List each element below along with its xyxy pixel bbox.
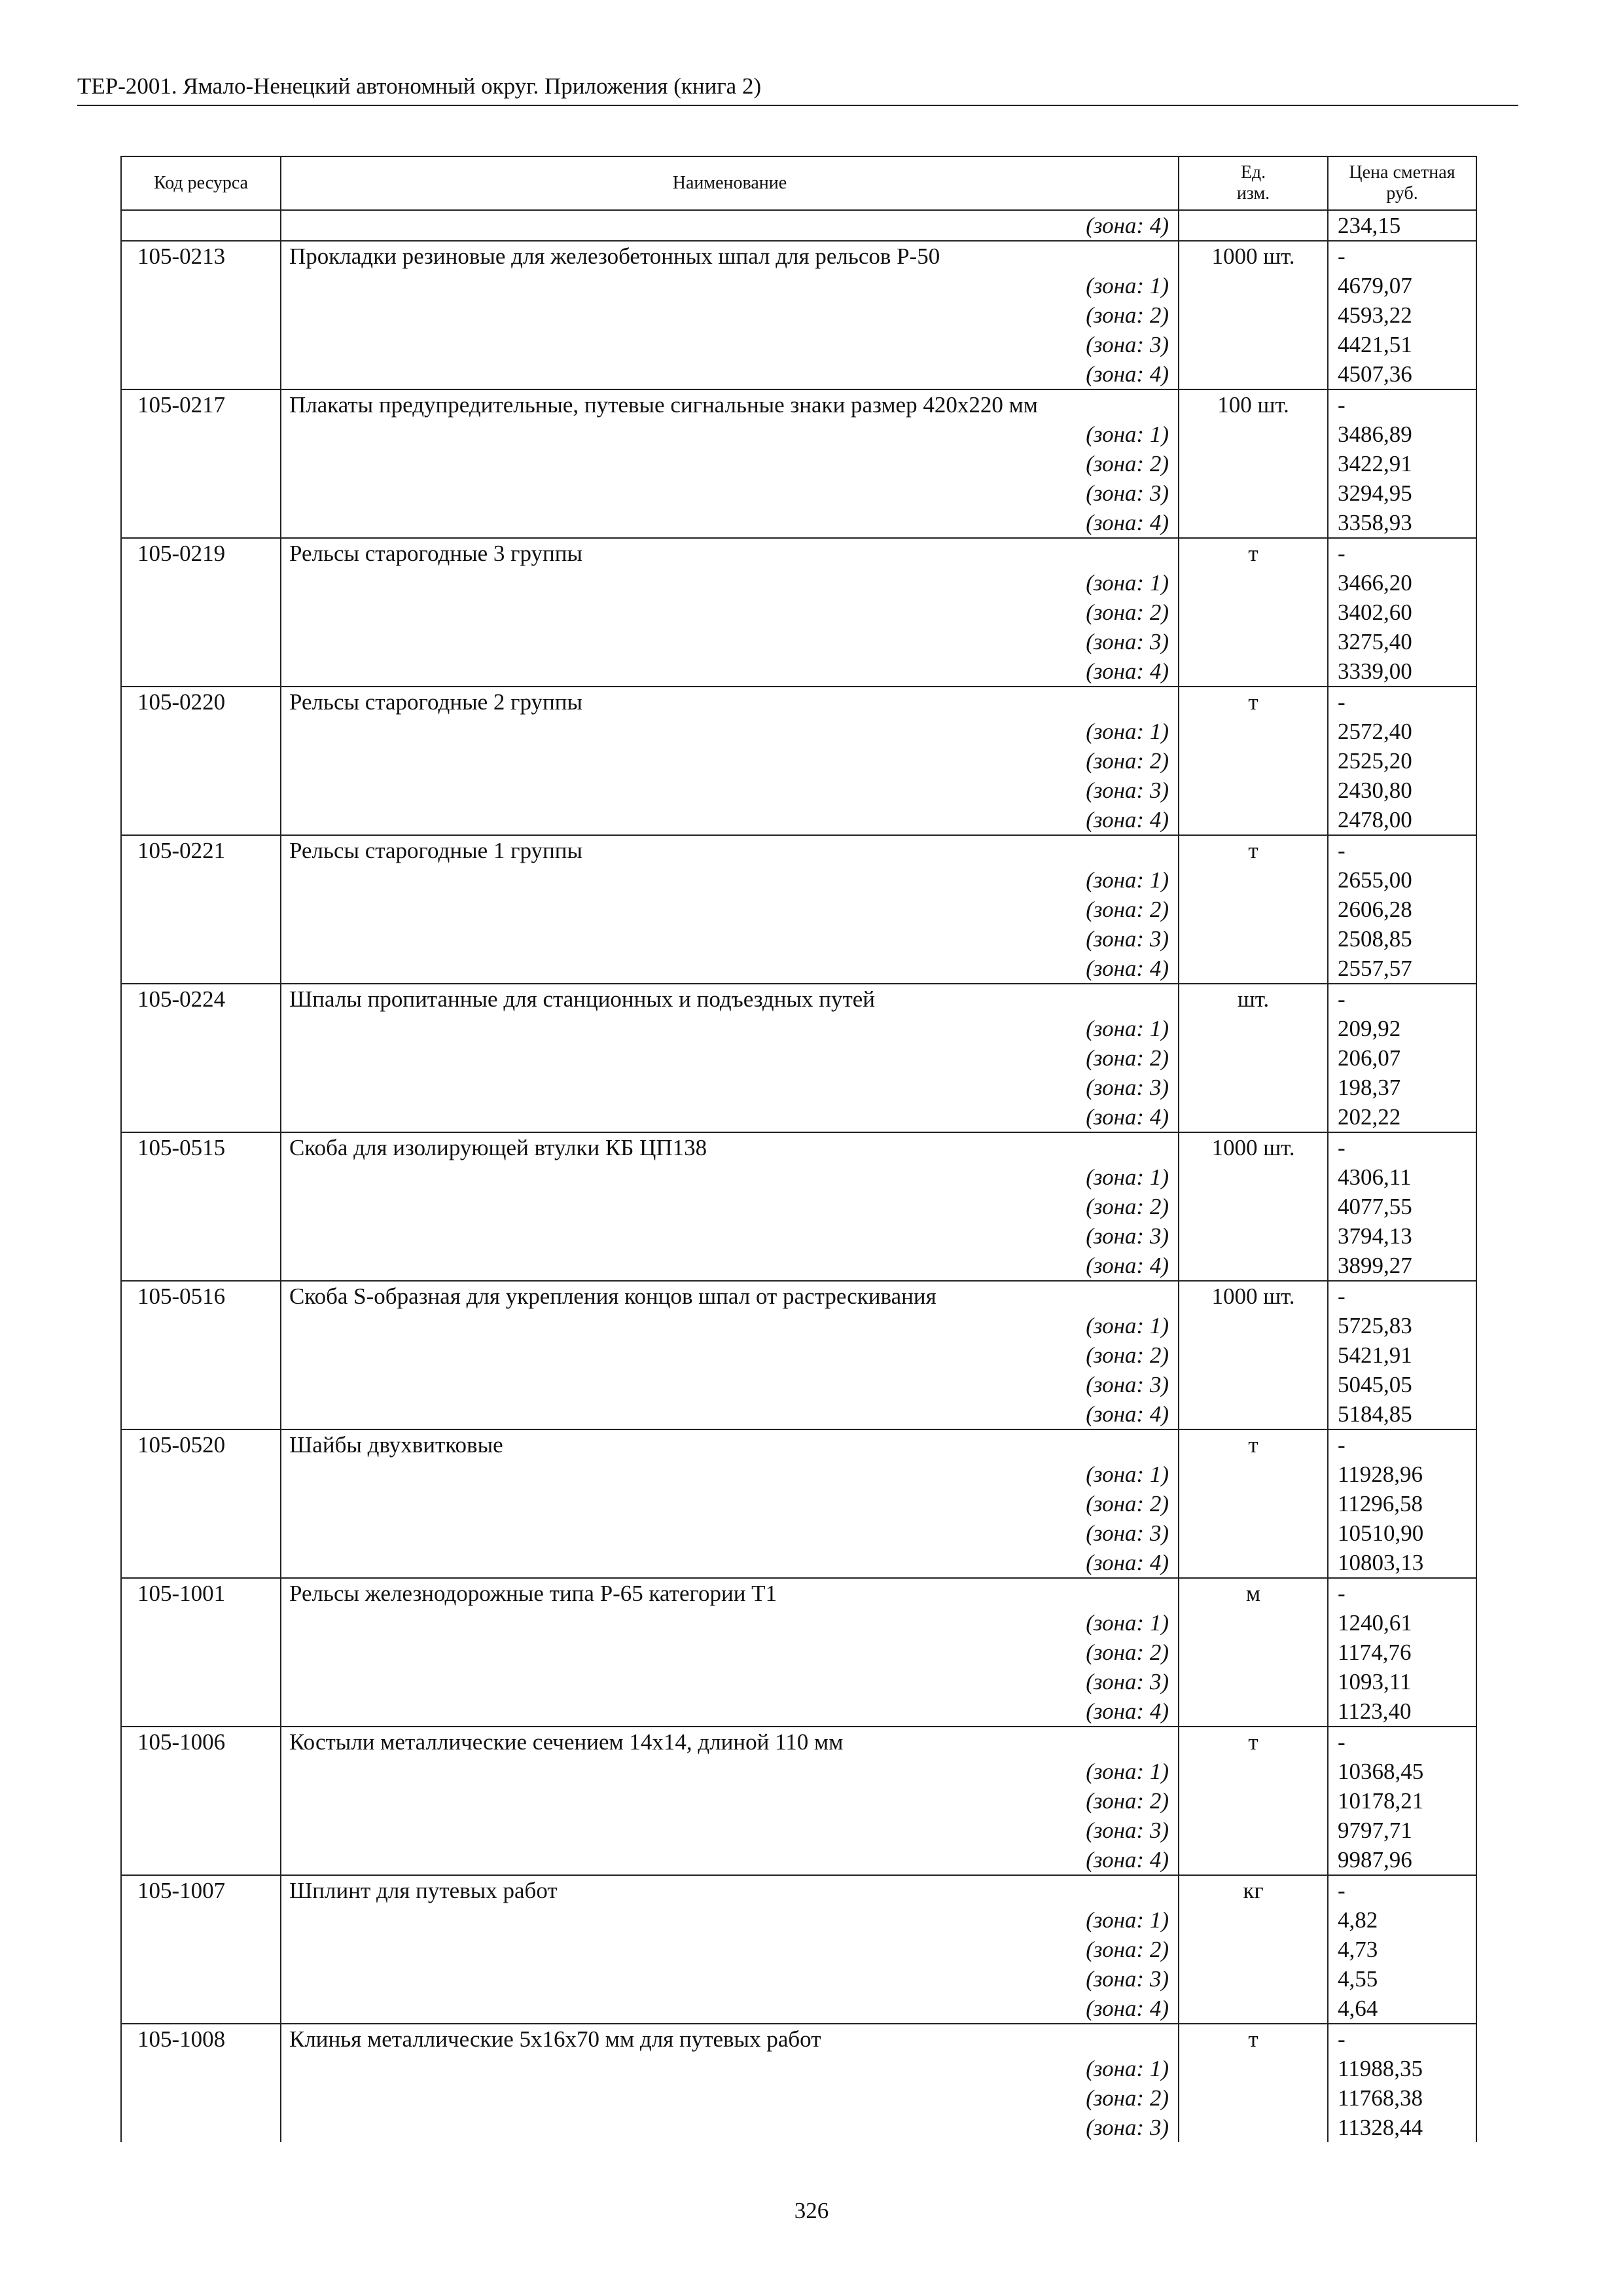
base-price: -: [1328, 1132, 1476, 1162]
zone-row: [121, 895, 1476, 924]
running-header: ТЕР-2001. Ямало-Ненецкий автономный округ. Приложения (книга 2): [77, 72, 1518, 106]
resource-name: Костыли металлические сечением 14х14, длиной 110 мм: [281, 1727, 1179, 1757]
resource-row: [121, 1132, 1476, 1162]
price-value: 10510,90: [1328, 1518, 1476, 1548]
resource-row: [121, 241, 1476, 271]
zone-row: [121, 1370, 1476, 1399]
base-price: -: [1328, 538, 1476, 568]
zone-label: (зона: 4): [281, 1548, 1179, 1578]
zone-row: [121, 2054, 1476, 2083]
price-value: 3339,00: [1328, 656, 1476, 687]
base-price: -: [1328, 1727, 1476, 1757]
price-value: 5045,05: [1328, 1370, 1476, 1399]
price-value: 2430,80: [1328, 776, 1476, 805]
unit-of-measure: т: [1179, 1727, 1328, 1757]
zone-row: [121, 805, 1476, 835]
price-value: 4,82: [1328, 1905, 1476, 1935]
resource-code: 105-1008: [121, 2024, 281, 2054]
zone-row: [121, 359, 1476, 389]
zone-label: (зона: 4): [281, 954, 1179, 984]
resource-name: Скоба S-образная для укрепления концов шпал от растрескивания: [281, 1281, 1179, 1311]
zone-row: [121, 1102, 1476, 1132]
unit-of-measure: 1000 шт.: [1179, 1281, 1328, 1311]
zone-row: [121, 1786, 1476, 1816]
price-value: 4679,07: [1328, 271, 1476, 300]
price-value: 3294,95: [1328, 478, 1476, 508]
zone-label: (зона: 1): [281, 1460, 1179, 1489]
price-value: 209,92: [1328, 1014, 1476, 1043]
resource-name: Шплинт для путевых работ: [281, 1875, 1179, 1905]
price-value: 11988,35: [1328, 2054, 1476, 2083]
unit-of-measure: т: [1179, 538, 1328, 568]
zone-label: (зона: 3): [281, 1073, 1179, 1102]
zone-row: [121, 1073, 1476, 1102]
resource-code: 105-0224: [121, 984, 281, 1014]
zone-row: [121, 1638, 1476, 1667]
price-value: 10368,45: [1328, 1757, 1476, 1786]
resource-code: 105-0520: [121, 1429, 281, 1460]
zone-row: [121, 2113, 1476, 2142]
zone-label: (зона: 4): [281, 210, 1179, 241]
price-value: 2572,40: [1328, 717, 1476, 746]
resource-code: 105-1007: [121, 1875, 281, 1905]
zone-label: (зона: 3): [281, 2113, 1179, 2142]
resource-code: 105-0219: [121, 538, 281, 568]
unit-of-measure: т: [1179, 835, 1328, 865]
zone-label: (зона: 2): [281, 1043, 1179, 1073]
zone-label: (зона: 3): [281, 1667, 1179, 1696]
zone-label: (зона: 1): [281, 1162, 1179, 1192]
resource-code: 105-0217: [121, 389, 281, 420]
price-value: 234,15: [1328, 210, 1476, 241]
page-number: 326: [794, 2198, 829, 2223]
base-price: -: [1328, 2024, 1476, 2054]
zone-row: [121, 1399, 1476, 1429]
zone-label: (зона: 1): [281, 1905, 1179, 1935]
price-value: 2655,00: [1328, 865, 1476, 895]
zone-label: (зона: 3): [281, 627, 1179, 656]
resource-name: Клинья металлические 5х16х70 мм для путевых работ: [281, 2024, 1179, 2054]
base-price: -: [1328, 687, 1476, 717]
zone-row: [121, 1667, 1476, 1696]
price-value: 1174,76: [1328, 1638, 1476, 1667]
zone-label: (зона: 1): [281, 1311, 1179, 1340]
resource-row: [121, 1875, 1476, 1905]
price-value: 4,55: [1328, 1964, 1476, 1994]
zone-row: [121, 627, 1476, 656]
resource-name: Шайбы двухвитковые: [281, 1429, 1179, 1460]
col-header-unit: Ед. изм.: [1179, 156, 1328, 210]
zone-row: [121, 1964, 1476, 1994]
unit-of-measure: м: [1179, 1578, 1328, 1608]
price-value: 5184,85: [1328, 1399, 1476, 1429]
zone-row: [121, 330, 1476, 359]
zone-label: (зона: 1): [281, 568, 1179, 598]
zone-row: [121, 508, 1476, 538]
resource-row: [121, 1578, 1476, 1608]
zone-row: [121, 1251, 1476, 1281]
zone-label: (зона: 2): [281, 449, 1179, 478]
zone-label: (зона: 2): [281, 1786, 1179, 1816]
price-value: 1240,61: [1328, 1608, 1476, 1638]
price-value: 9797,71: [1328, 1816, 1476, 1845]
zone-label: (зона: 1): [281, 1608, 1179, 1638]
base-price: -: [1328, 241, 1476, 271]
zone-label: (зона: 4): [281, 1994, 1179, 2024]
zone-label: (зона: 4): [281, 1102, 1179, 1132]
zone-row: [121, 1845, 1476, 1875]
resource-code: 105-0221: [121, 835, 281, 865]
zone-row: [121, 1043, 1476, 1073]
zone-row: [121, 1340, 1476, 1370]
unit-of-measure: 100 шт.: [1179, 389, 1328, 420]
zone-row: [121, 271, 1476, 300]
base-price: -: [1328, 1875, 1476, 1905]
price-value: 3899,27: [1328, 1251, 1476, 1281]
resource-code: 105-0516: [121, 1281, 281, 1311]
zone-label: (зона: 1): [281, 717, 1179, 746]
zone-label: (зона: 3): [281, 776, 1179, 805]
resource-name: Шпалы пропитанные для станционных и подъездных путей: [281, 984, 1179, 1014]
price-value: 4306,11: [1328, 1162, 1476, 1192]
base-price: -: [1328, 835, 1476, 865]
price-value: 2508,85: [1328, 924, 1476, 954]
resource-name: Рельсы старогодные 2 группы: [281, 687, 1179, 717]
price-value: 4507,36: [1328, 359, 1476, 389]
unit-of-measure: т: [1179, 2024, 1328, 2054]
zone-label: (зона: 4): [281, 1251, 1179, 1281]
col-header-price: Цена сметная руб.: [1328, 156, 1476, 210]
unit-of-measure: т: [1179, 1429, 1328, 1460]
unit-of-measure: т: [1179, 687, 1328, 717]
zone-label: (зона: 2): [281, 2083, 1179, 2113]
zone-label: (зона: 2): [281, 895, 1179, 924]
zone-label: (зона: 1): [281, 2054, 1179, 2083]
zone-label: (зона: 1): [281, 271, 1179, 300]
price-value: 3466,20: [1328, 568, 1476, 598]
zone-row: [121, 478, 1476, 508]
zone-label: (зона: 1): [281, 1014, 1179, 1043]
zone-label: (зона: 4): [281, 1845, 1179, 1875]
price-value: 4077,55: [1328, 1192, 1476, 1221]
price-value: 3794,13: [1328, 1221, 1476, 1251]
zone-row: [121, 954, 1476, 984]
price-table: [120, 156, 1477, 2142]
zone-row: [121, 1460, 1476, 1489]
zone-label: (зона: 4): [281, 1399, 1179, 1429]
price-value: 4,73: [1328, 1935, 1476, 1964]
price-value: 10178,21: [1328, 1786, 1476, 1816]
zone-row: [121, 449, 1476, 478]
resource-row: [121, 2024, 1476, 2054]
base-price: -: [1328, 389, 1476, 420]
price-value: 2478,00: [1328, 805, 1476, 835]
price-value: 11768,38: [1328, 2083, 1476, 2113]
resource-row: [121, 1281, 1476, 1311]
resource-row: [121, 835, 1476, 865]
price-value: 3358,93: [1328, 508, 1476, 538]
price-value: 1093,11: [1328, 1667, 1476, 1696]
table-row: [121, 210, 1476, 241]
price-value: 198,37: [1328, 1073, 1476, 1102]
price-value: 2525,20: [1328, 746, 1476, 776]
zone-label: (зона: 4): [281, 359, 1179, 389]
price-value: 3422,91: [1328, 449, 1476, 478]
zone-row: [121, 1311, 1476, 1340]
zone-label: (зона: 2): [281, 1489, 1179, 1518]
resource-row: [121, 1429, 1476, 1460]
resource-name: Плакаты предупредительные, путевые сигнальные знаки размер 420х220 мм: [281, 389, 1179, 420]
resource-code: 105-0515: [121, 1132, 281, 1162]
base-price: -: [1328, 1578, 1476, 1608]
zone-row: [121, 1935, 1476, 1964]
zone-row: [121, 776, 1476, 805]
base-price: -: [1328, 1281, 1476, 1311]
zone-row: [121, 924, 1476, 954]
unit-of-measure: 1000 шт.: [1179, 1132, 1328, 1162]
zone-row: [121, 717, 1476, 746]
zone-row: [121, 1905, 1476, 1935]
resource-row: [121, 687, 1476, 717]
resource-row: [121, 538, 1476, 568]
zone-row: [121, 598, 1476, 627]
col-header-code: Код ресурса: [121, 156, 281, 210]
zone-row: [121, 1548, 1476, 1578]
resource-name: Прокладки резиновые для железобетонных шпал для рельсов Р-50: [281, 241, 1179, 271]
price-value: 3275,40: [1328, 627, 1476, 656]
resource-name: Рельсы старогодные 3 группы: [281, 538, 1179, 568]
zone-row: [121, 1696, 1476, 1727]
zone-label: (зона: 2): [281, 1935, 1179, 1964]
price-value: 1123,40: [1328, 1696, 1476, 1727]
zone-row: [121, 1518, 1476, 1548]
zone-row: [121, 2083, 1476, 2113]
table-body: [121, 210, 1476, 2142]
zone-label: (зона: 3): [281, 478, 1179, 508]
price-value: 11928,96: [1328, 1460, 1476, 1489]
resource-name: Рельсы железнодорожные типа Р-65 категории Т1: [281, 1578, 1179, 1608]
zone-label: (зона: 2): [281, 598, 1179, 627]
zone-label: (зона: 4): [281, 508, 1179, 538]
price-value: 9987,96: [1328, 1845, 1476, 1875]
price-value: 2557,57: [1328, 954, 1476, 984]
unit-of-measure: кг: [1179, 1875, 1328, 1905]
zone-label: (зона: 1): [281, 1757, 1179, 1786]
zone-label: (зона: 4): [281, 656, 1179, 687]
zone-label: (зона: 3): [281, 924, 1179, 954]
zone-row: [121, 1816, 1476, 1845]
price-value: 11328,44: [1328, 2113, 1476, 2142]
zone-label: (зона: 3): [281, 1518, 1179, 1548]
zone-row: [121, 420, 1476, 449]
resource-name: Рельсы старогодные 1 группы: [281, 835, 1179, 865]
price-value: 4,64: [1328, 1994, 1476, 2024]
zone-label: (зона: 2): [281, 300, 1179, 330]
zone-row: [121, 568, 1476, 598]
zone-label: (зона: 2): [281, 1192, 1179, 1221]
unit-of-measure: 1000 шт.: [1179, 241, 1328, 271]
table-header: [121, 156, 1476, 210]
resource-row: [121, 984, 1476, 1014]
zone-row: [121, 865, 1476, 895]
zone-row: [121, 1192, 1476, 1221]
price-value: 5725,83: [1328, 1311, 1476, 1340]
price-value: 11296,58: [1328, 1489, 1476, 1518]
zone-label: (зона: 3): [281, 330, 1179, 359]
zone-row: [121, 1994, 1476, 2024]
base-price: -: [1328, 984, 1476, 1014]
zone-row: [121, 1489, 1476, 1518]
zone-row: [121, 1014, 1476, 1043]
zone-label: (зона: 2): [281, 1638, 1179, 1667]
zone-label: (зона: 3): [281, 1964, 1179, 1994]
zone-label: (зона: 3): [281, 1370, 1179, 1399]
price-value: 4593,22: [1328, 300, 1476, 330]
base-price: -: [1328, 1429, 1476, 1460]
zone-row: [121, 1221, 1476, 1251]
resource-name: Скоба для изолирующей втулки КБ ЦП138: [281, 1132, 1179, 1162]
zone-row: [121, 1757, 1476, 1786]
price-value: 10803,13: [1328, 1548, 1476, 1578]
zone-label: (зона: 2): [281, 1340, 1179, 1370]
zone-row: [121, 656, 1476, 687]
resource-code: 105-0220: [121, 687, 281, 717]
zone-row: [121, 746, 1476, 776]
price-value: 3402,60: [1328, 598, 1476, 627]
price-value: 202,22: [1328, 1102, 1476, 1132]
col-header-name: Наименование: [281, 156, 1179, 210]
price-value: 5421,91: [1328, 1340, 1476, 1370]
price-value: 3486,89: [1328, 420, 1476, 449]
resource-code: 105-0213: [121, 241, 281, 271]
zone-row: [121, 1162, 1476, 1192]
price-value: 4421,51: [1328, 330, 1476, 359]
zone-row: [121, 1608, 1476, 1638]
price-value: 206,07: [1328, 1043, 1476, 1073]
unit-of-measure: шт.: [1179, 984, 1328, 1014]
zone-row: [121, 300, 1476, 330]
resource-row: [121, 389, 1476, 420]
resource-code: 105-1001: [121, 1578, 281, 1608]
zone-label: (зона: 4): [281, 1696, 1179, 1727]
price-value: 2606,28: [1328, 895, 1476, 924]
zone-label: (зона: 3): [281, 1221, 1179, 1251]
resource-row: [121, 1727, 1476, 1757]
zone-label: (зона: 1): [281, 865, 1179, 895]
zone-label: (зона: 2): [281, 746, 1179, 776]
zone-label: (зона: 4): [281, 805, 1179, 835]
zone-label: (зона: 1): [281, 420, 1179, 449]
zone-label: (зона: 3): [281, 1816, 1179, 1845]
resource-code: 105-1006: [121, 1727, 281, 1757]
